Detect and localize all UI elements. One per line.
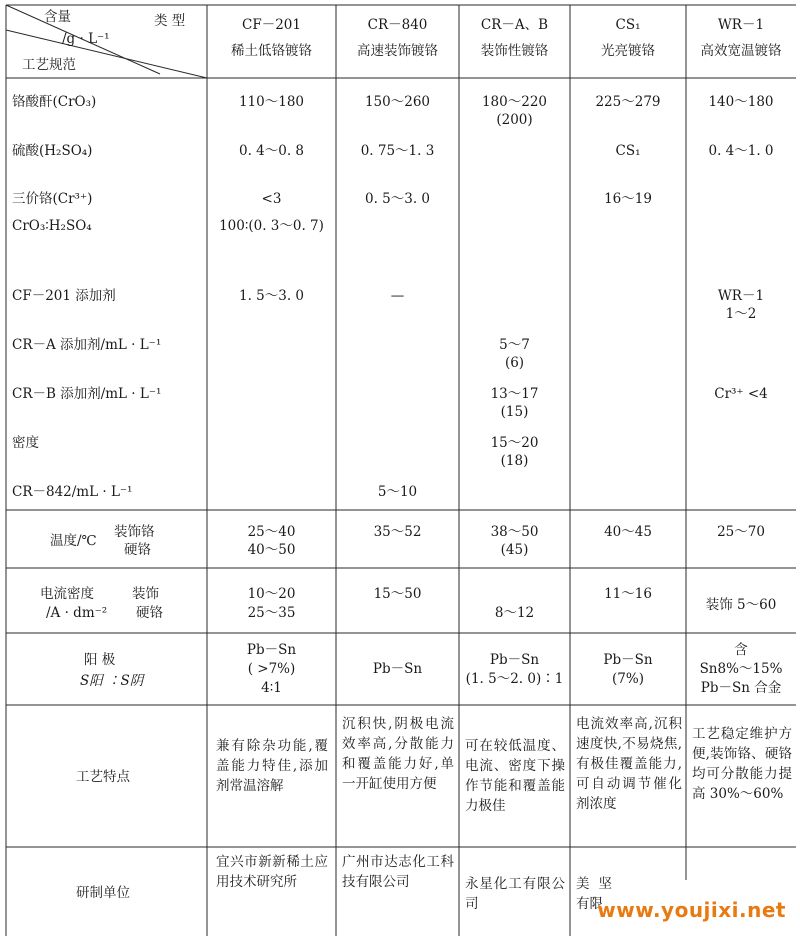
- temp-cs1: 40～45: [604, 524, 652, 540]
- anode-cf201-ratio: 4∶1: [261, 680, 282, 696]
- cf201-additive-cr840: —: [390, 288, 405, 304]
- cra-crab: 5～7: [499, 337, 530, 353]
- temp-cf201-hard: 40～50: [247, 542, 296, 558]
- row-label-cf201-additive: CF－201 添加剂: [12, 288, 116, 304]
- current-cs1: 11～16: [604, 586, 652, 602]
- ratio-cf201: 100∶(0. 3～0. 7): [219, 218, 324, 234]
- row-label-anode: 阳 极: [84, 652, 116, 668]
- row-label-density: 密度: [12, 435, 39, 451]
- col-code: CS₁: [615, 17, 641, 33]
- col-name: 装饰性镀铬: [480, 43, 549, 59]
- current-cr840: 15～50: [373, 586, 422, 602]
- developer-cf201: 宜兴市新新稀土应用技术研究所: [216, 854, 328, 890]
- temp-crab: 38～50: [490, 524, 539, 540]
- current-crab: 8～12: [494, 605, 535, 621]
- col-name: 稀土低铬镀铬: [231, 43, 312, 59]
- row-label-features: 工艺特点: [76, 769, 130, 785]
- col-code: WR－1: [717, 17, 765, 33]
- cro3-cs1: 225～279: [595, 94, 661, 110]
- features-cf201: 兼有除杂功能,覆盖能力特佳,添加剂常温溶解: [216, 738, 328, 794]
- row-label-cra-additive: CR－A 添加剂/mL · L⁻¹: [12, 337, 162, 353]
- cro3-wr1: 140～180: [708, 94, 774, 110]
- features-wr1: 工艺稳定维护方便,装饰铬、硬铬均可分散能力提高 30%～60%: [692, 726, 792, 802]
- anode-cs1-tin: (7%): [612, 671, 644, 687]
- cf201-additive-cf201: 1. 5～3. 0: [238, 288, 305, 304]
- features-cr840: 沉积快,阴极电流效率高,分散能力和覆盖能力好,单一开缸使用方便: [342, 716, 454, 792]
- col-header-cs1: [570, 16, 686, 60]
- anode-wr1-line2: Sn8%～15%: [699, 661, 783, 677]
- current-sub-hard: 硬铬: [136, 605, 163, 621]
- cr842-cr840: 5～10: [377, 484, 418, 500]
- row-label-cro3: 铬酸酐(CrO₃): [12, 94, 97, 110]
- col-name: 高效宽温镀铬: [700, 43, 782, 59]
- row-label-h2so4: 硫酸(H₂SO₄): [12, 143, 93, 159]
- anode-cr840: Pb－Sn: [372, 661, 423, 677]
- temp-crab-typical: (45): [500, 542, 529, 558]
- anode-cs1-material: Pb－Sn: [603, 652, 653, 668]
- row-label-temperature: 温度/℃: [50, 533, 97, 549]
- corner-type-label: 类 型: [154, 13, 186, 29]
- density-crab-typical: (18): [500, 453, 529, 469]
- col-header-wr1: [686, 16, 796, 60]
- corner-content-label: 含量: [44, 9, 71, 25]
- cr3-cr840: 0. 5～3. 0: [364, 191, 431, 207]
- anode-wr1-line3: Pb－Sn 合金: [700, 680, 782, 696]
- temp-wr1: 25～70: [717, 524, 765, 540]
- current-cf201-decorative: 10～20: [247, 586, 296, 602]
- corner-process-label: 工艺规范: [22, 57, 76, 73]
- temp-cf201-decorative: 25～40: [247, 524, 296, 540]
- anode-crab-material: Pb－Sn: [489, 652, 540, 668]
- anode-cf201-material: Pb－Sn: [246, 642, 297, 658]
- row-label-cr3: 三价铬(Cr³⁺): [12, 191, 93, 207]
- col-code: CR－840: [367, 17, 428, 33]
- cro3-cr840: 150～260: [364, 94, 431, 110]
- col-name: 光亮镀铬: [601, 43, 655, 59]
- h2so4-cr840: 0. 75～1. 3: [360, 143, 435, 159]
- temp-cr840: 35～52: [373, 524, 422, 540]
- anode-wr1-line1: 含: [734, 642, 748, 658]
- crb-wr1: Cr³⁺ <4: [714, 386, 768, 402]
- anode-cf201-tin: ( >7%): [247, 661, 296, 677]
- cro3-crab-typical: (200): [496, 112, 533, 128]
- cf201-additive-wr1: WR－1: [717, 288, 765, 304]
- cf201-additive-wr1-amount: 1～2: [725, 306, 757, 322]
- row-label-current-density: 电流密度: [40, 586, 94, 602]
- row-label-cr842: CR－842/mL · L⁻¹: [12, 484, 133, 500]
- cra-crab-typical: (6): [504, 355, 525, 371]
- developer-cs1: 美坚有限: [576, 876, 612, 912]
- col-header-crab: [459, 16, 570, 60]
- density-crab: 15～20: [490, 435, 539, 451]
- row-label-ratio: CrO₃∶H₂SO₄: [12, 218, 92, 234]
- current-cf201-hard: 25～35: [247, 605, 296, 621]
- temp-sub-decorative: 装饰铬: [114, 524, 155, 540]
- col-header-cf201: [207, 16, 336, 60]
- row-label-area-ratio: S阳 ∶S阴: [80, 673, 144, 689]
- crb-crab: 13～17: [490, 386, 539, 402]
- cr3-cs1: 16～19: [604, 191, 652, 207]
- anode-crab-ratio: (1. 5～2. 0)∶1: [465, 671, 564, 687]
- row-label-developer: 研制单位: [76, 885, 130, 901]
- cr3-cf201: <3: [261, 191, 282, 207]
- cro3-crab: 180～220: [481, 94, 548, 110]
- developer-cr840: 广州市达志化工科技有限公司: [342, 854, 454, 890]
- row-label-crb-additive: CR－B 添加剂/mL · L⁻¹: [12, 386, 162, 402]
- h2so4-cs1: CS₁: [615, 143, 641, 159]
- crb-crab-typical: (15): [500, 404, 529, 420]
- h2so4-cf201: 0. 4～0. 8: [238, 143, 305, 159]
- cro3-cf201: 110～180: [238, 94, 305, 110]
- row-label-current-unit: /A · dm⁻²: [46, 605, 108, 621]
- col-code: CR－A、B: [480, 17, 549, 33]
- col-name: 高速装饰镀铬: [357, 43, 438, 59]
- site-watermark: www.youjixi.net: [597, 898, 786, 922]
- h2so4-wr1: 0. 4～1. 0: [708, 143, 774, 159]
- current-sub-decorative: 装饰: [132, 586, 159, 602]
- col-code: CF－201: [242, 17, 301, 33]
- temp-sub-hard: 硬铬: [124, 542, 151, 558]
- corner-unit-label: /g · L⁻¹: [62, 31, 110, 47]
- features-crab: 可在较低温度、电流、密度下操作节能和覆盖能力极佳: [465, 738, 565, 814]
- current-wr1: 装饰 5～60: [705, 597, 777, 613]
- features-cs1: 电流效率高,沉积速度快,不易烧焦,有极佳覆盖能力,可自动调节催化剂浓度: [576, 716, 682, 812]
- developer-crab: 永星化工有限公司: [465, 876, 565, 912]
- col-header-cr840: [336, 16, 459, 60]
